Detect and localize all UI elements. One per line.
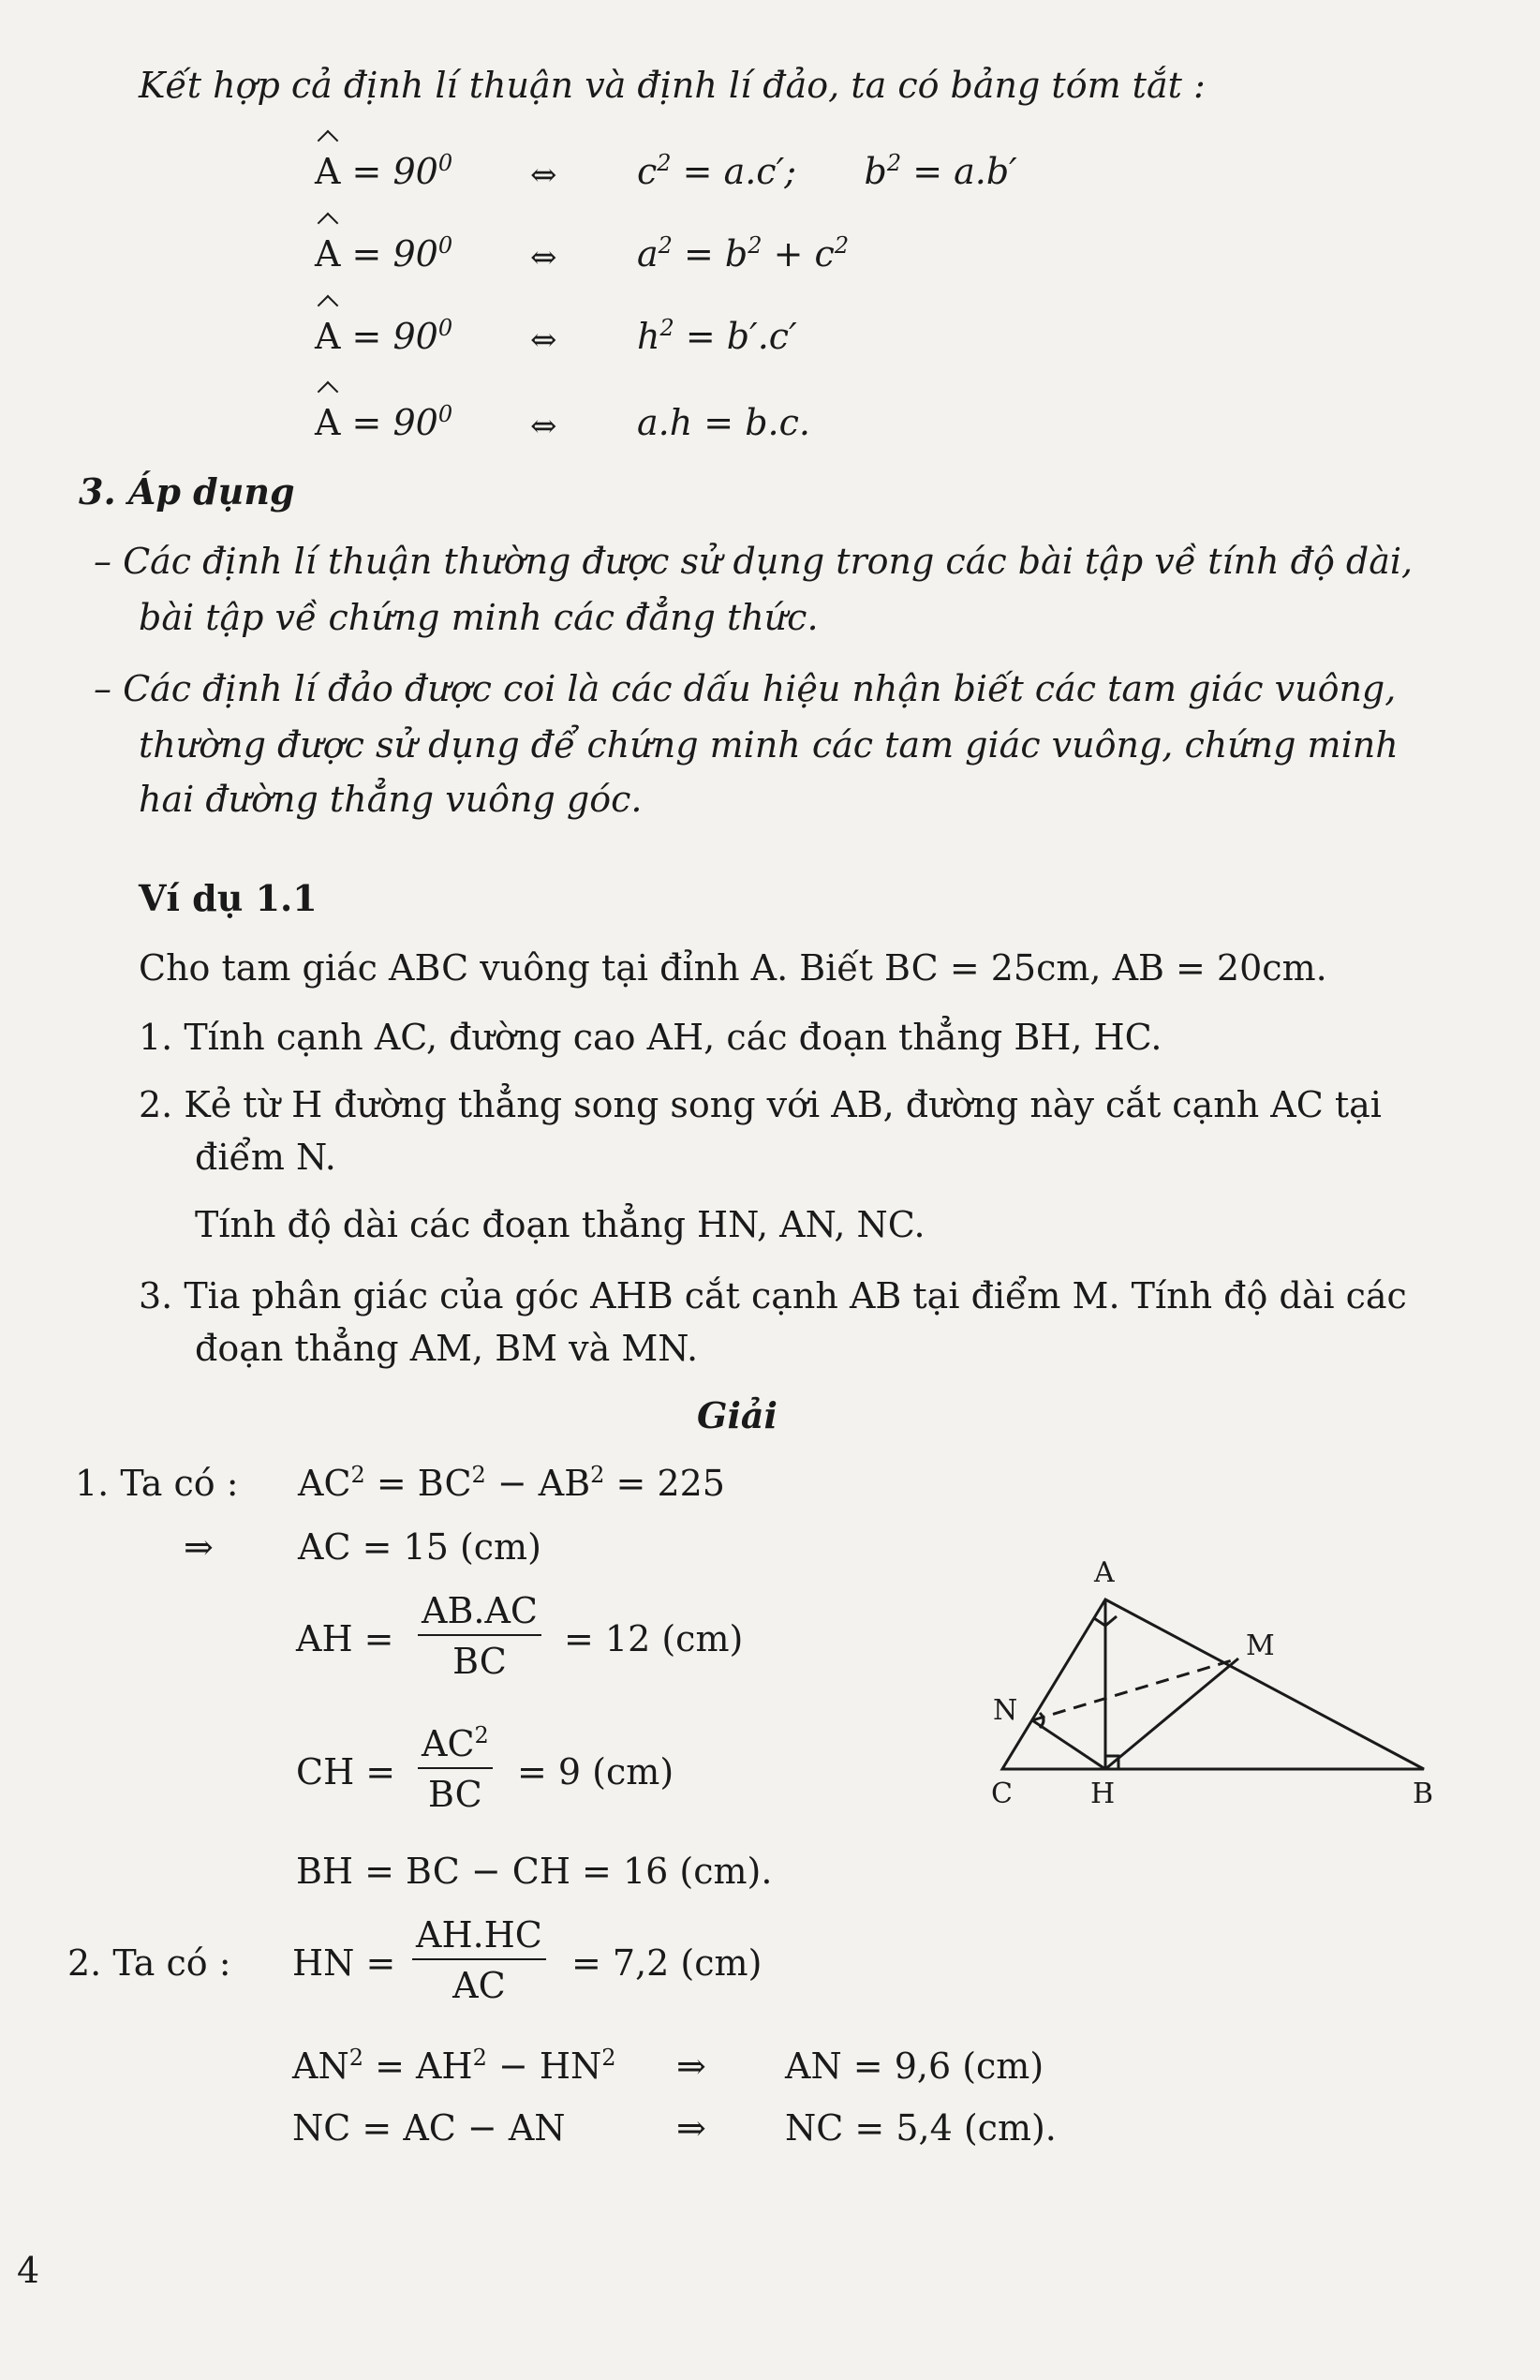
equation: NC = 5,4 (cm). — [785, 2107, 1057, 2149]
fraction-numerator: AH.HC — [412, 1917, 546, 1960]
segment-hn — [1032, 1720, 1105, 1769]
implies-arrow: ⇒ — [676, 2045, 706, 2087]
point-label-m: M — [1246, 1629, 1275, 1662]
equation: NC = AC − AN — [292, 2107, 566, 2149]
equation: $AC^2 = BC^2 - AB^2 = 225$ — [298, 1462, 725, 1504]
section-heading: 3. Áp dụng — [79, 470, 295, 513]
fraction — [418, 1722, 493, 1815]
question-2-task: Tính độ dài các đoạn thẳng HN, AN, NC. — [195, 1204, 925, 1245]
question-2-cont: điểm N. — [195, 1137, 336, 1178]
table-row-1-right: $c^2 = a.c'$; $b^2 = a.b'$ — [637, 150, 1017, 192]
bullet-line: hai đường thẳng vuông góc. — [139, 779, 643, 820]
fraction-denominator: AC — [452, 1965, 506, 2006]
solution-title: Giải — [697, 1394, 777, 1436]
table-row-4-right: a.h = b.c. — [637, 402, 810, 443]
fraction-denominator: BC — [428, 1774, 482, 1815]
fraction-denominator: BC — [452, 1641, 507, 1682]
equivalence-arrow: ⇔ — [530, 321, 557, 359]
bullet-line: – Các định lí thuận thường được sử dụng trong các bài tập về tính độ dài, — [94, 541, 1414, 582]
intro-text: Kết hợp cả định lí thuận và định lí đảo, ta có bảng tóm tắt : — [139, 65, 1206, 106]
table-row-4-left: $A = 90^0$ — [315, 401, 453, 443]
page-number: 4 — [17, 2250, 40, 2291]
implies-arrow: ⇒ — [676, 2107, 706, 2149]
table-row-2-right: $a^2 = b^2 + c^2$ — [637, 232, 850, 275]
fraction-numerator: AB.AC — [418, 1593, 541, 1636]
equation: AC = 15 (cm) — [298, 1526, 541, 1568]
solution-1-label: 1. Ta có : — [75, 1463, 239, 1504]
point-label-n: N — [993, 1694, 1018, 1727]
equation: $AN^2 = AH^2 - HN^2$ — [292, 2045, 616, 2087]
angle-mark — [1040, 1713, 1044, 1728]
fraction — [412, 1914, 546, 2006]
fraction — [418, 1590, 541, 1682]
question-3-cont: đoạn thẳng AM, BM và MN. — [195, 1328, 699, 1369]
question-2: 2. Kẻ từ H đường thẳng song song với AB, đường này cắt cạnh AC tại — [139, 1084, 1382, 1125]
table-row-2-left: $A = 90^0$ — [315, 232, 453, 275]
bullet-line: thường được sử dụng để chứng minh các tam giác vuông, chứng minh — [139, 724, 1399, 766]
table-row-1-left: $A = 90^0$ — [315, 150, 453, 192]
equation: BH = BC − CH = 16 (cm). — [296, 1851, 773, 1892]
implies-arrow: ⇒ — [184, 1526, 214, 1568]
equivalence-arrow: ⇔ — [530, 408, 557, 445]
table-row-3-left: $A = 90^0$ — [315, 315, 453, 357]
equivalence-arrow: ⇔ — [530, 156, 557, 194]
example-statement: Cho tam giác ABC vuông tại đỉnh A. Biết BC = 25cm, AB = 20cm. — [139, 947, 1327, 989]
equation-lhs: HN = — [292, 1942, 396, 1984]
question-1: 1. Tính cạnh AC, đường cao AH, các đoạn thẳng BH, HC. — [139, 1017, 1162, 1058]
fraction-numerator: $AC^2$ — [418, 1726, 493, 1769]
triangle-figure — [974, 1546, 1461, 1808]
equivalence-arrow: ⇔ — [530, 239, 557, 276]
question-3: 3. Tia phân giác của góc AHB cắt cạnh AB tại điểm M. Tính độ dài các — [139, 1275, 1407, 1316]
bisector-hm — [1105, 1659, 1238, 1769]
equation-lhs: CH = — [296, 1751, 396, 1792]
equation-rhs: = 12 (cm) — [564, 1618, 744, 1659]
equation-lhs: AH = — [296, 1618, 394, 1659]
equation-rhs: = 7,2 (cm) — [571, 1942, 763, 1984]
point-label-h: H — [1090, 1778, 1116, 1808]
equation-rhs: = 9 (cm) — [517, 1751, 674, 1792]
bullet-line: bài tập về chứng minh các đẳng thức. — [139, 597, 819, 638]
bullet-line: – Các định lí đảo được coi là các dấu hiệu nhận biết các tam giác vuông, — [94, 668, 1397, 709]
point-label-a: A — [1094, 1556, 1115, 1589]
example-title: Ví dụ 1.1 — [139, 877, 318, 919]
solution-2-label: 2. Ta có : — [67, 1942, 231, 1984]
equation: AN = 9,6 (cm) — [785, 2045, 1044, 2087]
point-label-b: B — [1413, 1778, 1434, 1808]
point-label-c: C — [991, 1778, 1013, 1808]
table-row-3-right: $h^2 = b'.c'$ — [637, 315, 797, 357]
